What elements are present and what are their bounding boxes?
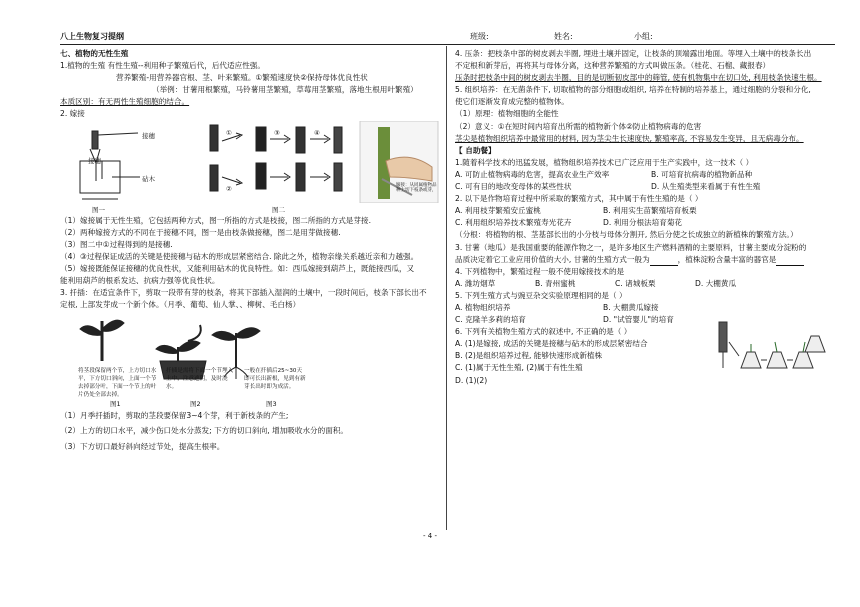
cutting-note-2: 扦插是需将下面一个节埋入土中，注意遮阴，及时浇水。 [166,368,234,391]
text-line: 不定根和新芽后，再将其与母体分离，这种营养繁殖的方式叫做压条。（桂花、石榴、藏报春） [455,61,771,71]
question-3-text: 品质决定着它工业应用价值的大小, 甘薯的生殖方式一般为 [455,254,650,264]
fig-a-caption: 图1 [110,400,121,409]
option-a: A. 利用枝芽繁殖安丘蜜桃 [455,206,541,216]
question-2-options-cd [455,217,835,229]
text-line: （3）图二中①过程得到的是接穗. [60,239,173,249]
text-line: 使它们逐渐发育成完整的植物体。 [455,97,569,107]
question-3-text-2: ，植株淀粉含量丰富的器官是 [677,254,777,264]
column-divider [446,46,447,530]
text-line: （2）意义：①在短时间内培育出所需的植物新个体②防止植物病毒的危害 [455,121,702,131]
cutting-note-3: 一般在扦插后25~30天即可长出新根，见到有新芽长出时即为成活。 [244,368,306,391]
group-label: 小组: [634,32,653,41]
text-line: 4. 压条：把枝条中部的树皮剥去半圈, 埋进土壤并固定，让枝条的顶端露出地面。等埋入土壤中的枝条长出 [455,49,812,58]
question-1: 1.随着科学技术的迅猛发展，植物组织培养技术已广泛应用于生产实践中，这一技术（ ） [455,157,754,167]
question-5: 5. 下列生殖方式与豌豆杂交实验原理相同的是（ ） [455,290,627,300]
cutting-figure [60,311,440,407]
self-check-title: 【 自助餐】 [455,145,496,155]
fig-note: 嫁接：从同属植物品种上切下枝条或芽， [396,182,437,194]
text-line: 5. 组织培养：在无菌条件下, 切取植物的部分细胞或组织, 培养在特制的培养基上，通过细胞的分裂和分化, [455,85,811,95]
option-d: D. 从生殖类型来看属于有性生殖 [651,182,761,192]
option-b: B. 利用实生苗繁殖培育板栗 [603,206,697,216]
text-line: 压条时把枝条中间的树皮剥去半圈，目的是切断韧皮部中的筛管, 使有机物集中在切口处, 利用枝条快速生根。 [455,73,822,83]
scion-label-2: 接穗 [142,131,155,140]
option-c: C. 诸城板栗 [615,278,656,288]
page-header [60,30,835,45]
question-1-options-cd [455,181,835,193]
text-line: （1）嫁接属于无性生殖，它包括两种方式，图一所指的方式是枝接，图二所指的方式是芽接. [60,215,371,225]
option-d: D. 利用分根法培育菊花 [603,218,683,228]
option-c: C. 克隆羊多莉的培育 [455,315,526,325]
right-column [455,48,835,387]
answer-blank-2[interactable] [776,257,804,266]
option-d: D. (1)(2) [455,375,488,385]
text-line: （5）嫁接既能保证接穗的优良性状，又能利用砧木的优良特性。如：西瓜嫁接到葫芦上，既能接西瓜，又 [60,263,415,273]
option-c: C. 利用组织培养技术繁殖寿光花卉 [455,218,572,228]
text-line: 3. 扦插：在适宜条件下，剪取一段带有芽的枝条，将其下部插入湿润的土壤中，一段时间后，枝条下部长出不 [60,288,427,298]
question-2: 2. 以下是作物培育过程中所采取的繁殖方式，其中属于有性生殖的是（ ） [455,194,703,204]
text-line: （4）③过程保证成活的关键是使接穗与砧木的形成层紧密结合. 除此之外，植物亲缘关系越近亲和力越强。 [60,251,419,261]
class-label: 班级: [470,32,489,41]
question-4-options [455,278,835,290]
stock-label: 砧木 [142,174,155,183]
answer-blank-1[interactable] [650,257,678,266]
scion-label: 接穗 [88,156,101,165]
option-b: B. 可培育抗病毒的植物新品种 [651,169,753,179]
text-line: 1.植物的生殖 有性生殖--利用种子繁殖后代，后代适应性强。 [60,61,265,71]
option-d: D. 大棚黄瓜 [695,278,737,288]
question-2-options-ab [455,205,835,217]
option-a: A. 潍坊烟草 [455,278,496,288]
text-line: （举例：甘薯用根繁殖，马铃薯用茎繁殖，草莓用茎繁殖，落地生根用叶繁殖） [152,85,418,95]
text-line: 本质区别：有无两性生殖细胞的结合。 [60,97,190,107]
option-c: C. 可有目的地改变母体的某些性状 [455,182,572,192]
text-line: 茎尖是植物组织培养中最常用的材料, 因为茎尖生长速度快, 繁殖率高, 不容易发生变异，且无病毒分布。 [455,133,804,143]
step-label-1: ① [226,128,232,137]
header-title: 八上生物复习提纲 [60,32,124,41]
text-line: （2）上方的切口水平，减少伤口处水分蒸发; 下方的切口斜向, 增加吸收水分的面积。 [60,426,349,436]
fig-c-caption: 图3 [266,400,277,409]
step-label-3: ③ [274,128,280,137]
grafting-illustration [60,121,440,203]
text-line: 能利用葫芦的根系发达、抗病力强等优良性状。 [60,276,220,286]
question-2-note: （分根：将植物的根、茎基部长出的小分枝与母体分割开, 然后分使之长成独立的新植株的繁殖方法。） [455,230,798,240]
option-a: A. 可防止植物病毒的危害，提高农业生产效率 [455,169,610,179]
step-label-4: ④ [314,128,320,137]
question-1-options-ab [455,169,835,181]
cutting-note-1: 将茎段保留两个节，上方切口水平，下方切口斜向，上面一个节去掉部分叶，下面一个节上的叶片仍处全部去掉。 [78,368,157,399]
option-b: B. 大棚黄瓜嫁接 [603,302,659,312]
fig-captions [60,203,440,215]
fig1-caption: 图一 [92,205,105,214]
grafting-figure [60,121,440,203]
left-column [60,48,440,453]
text-line: 定根, 上部发芽成一个新个体。（月季、葡萄、仙人掌、、柳树、毛白杨） [60,300,301,310]
fig2-caption: 图二 [272,205,285,214]
question-6: 6. 下列有关植物生殖方式的叙述中, 不正确的是（ ） [455,327,632,337]
text-line: （3）下方切口最好斜向经过节处，提高生根率。 [60,441,225,451]
option-b: B. 青州蜜桃 [535,278,576,288]
fig-b-caption: 图2 [190,400,201,409]
option-d: D. "试管婴儿"的培育 [603,315,674,325]
grafting-title: 2. 嫁接 [60,109,85,119]
question-3: 3. 甘薯（地瓜）是我国重要的能源作物之一，是许多地区生产燃料酒精的主要原料，甘薯主要成分淀粉的 [455,242,807,252]
section-title: 七、植物的无性生殖 [60,49,129,58]
name-label: 姓名: [554,32,573,41]
text-line: （1）原理：植物细胞的全能性 [455,109,559,119]
tissue-culture-illustration [711,312,831,382]
step-label-2: ② [226,184,232,193]
question-3-line-2 [455,254,835,266]
text-line: （2）两种嫁接方式的不同在于接穗不同，图一是由枝条做接穗，图二是用芽做接穗. [60,227,341,237]
option-a: A. 植物组织培养 [455,302,511,312]
option-b: B. (2)是组织培养过程, 能够快速形成新植株 [455,351,603,361]
page-number: - 4 - [423,532,437,540]
question-6-block [455,326,835,386]
question-4: 4. 下列植物中，繁殖过程一般不使用嫁接技术的是 [455,266,625,276]
text-line: （1）月季扦插时，剪取的茎段要保留3~4个芽，利于新枝条的产生; [60,411,289,421]
option-c: C. (1)属于无性生殖, (2)属于有性生殖 [455,363,583,373]
text-line: 营养繁殖-用营养器官根、茎、叶来繁殖。①繁殖速度快②保持母体优良性状 [116,73,368,83]
option-a: A. (1)是嫁接, 成活的关键是接穗与砧木的形成层紧密结合 [455,339,648,349]
